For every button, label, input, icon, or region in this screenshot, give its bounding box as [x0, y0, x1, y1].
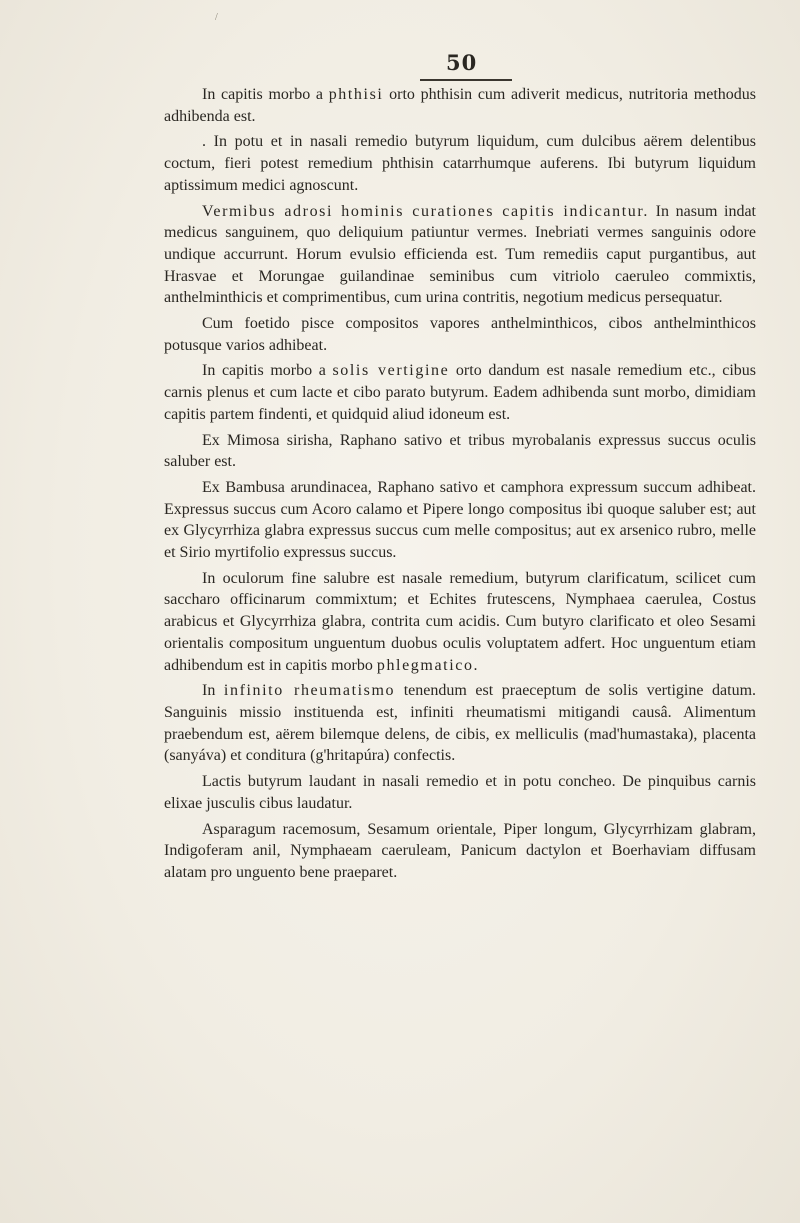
- page-number-rule: [420, 79, 512, 81]
- paragraph: Ex Mimosa sirisha, Raphano sativo et tribus myrobalanis expressus succus oculis saluber est.: [164, 431, 756, 471]
- spaced-emphasis: phthisi: [328, 86, 384, 103]
- paragraph: In capitis morbo a solis vertigine orto dandum est nasale remedium etc., cibus carnis plenus et cum lacte et cibo parato butyrum. Eadem adhibenda sunt morbo, dimidiam capitis partem findenti, et quidquid aliud idoneum est.: [164, 362, 757, 423]
- page-number: 50: [446, 50, 478, 75]
- spaced-emphasis: infinito rheumatismo: [223, 682, 396, 700]
- paragraph: Ex Bambusa arundinacea, Raphano sativo et camphora expressum succum adhibeat. Expressus succus cum Acoro calamo et Pipere longo compositus ibi quoque saluber est; aut ex Glycyrrhiza glabra expressus succus cum melle compositus; aut ex arsenico rubro, melle et Sirio myrtifolio expressus succus.: [164, 478, 756, 562]
- stray-mark: /: [215, 12, 218, 23]
- paragraph: . In potu et in nasali remedio butyrum liquidum, cum dulcibus aërem delentibus coctum, fieri potest remedium phthisin catarrhumque auferens. Ibi butyrum liquidum aptissimum medici agnoscunt.: [164, 133, 756, 194]
- paragraph: In oculorum fine salubre est nasale remedium, butyrum clarificatum, scilicet cum saccharo officinarum commixtum; et Echites frutescens, Nymphaea caerulea, Costus arabicus et Glycyrrhiza glabra, contrita cum acidis. Cum butyro clarificato et oleo Sesami orientalis compositum unguentum duobus oculis voluptatem adfert. Hoc unguentum etiam adhibendum est in capitis morbo phlegmatico.: [164, 569, 756, 674]
- paragraph: In capitis morbo a phthisi orto phthisin cum adiverit medicus, nutritoria methodus adhibenda est.: [164, 86, 757, 125]
- paragraph: Asparagum racemosum, Sesamum orientale, Piper longum, Glycyrrhizam glabram, Indigoferam anil, Nymphaeam caeruleam, Panicum dactylon et Boerhaviam diffusam alatam pro unguento bene praeparet.: [164, 820, 756, 881]
- paragraph: In infinito rheumatismo tenendum est praeceptum de solis vertigine datum. Sanguinis missio instituenda est, infiniti rheumatismi mitigandi causâ. Alimentum praebendum est, aërem bilemque delens, de cibis, ex melliculis (mad'humastaka), placenta (sanyáva) et conditura (g'hritapúra) confectis.: [164, 682, 757, 765]
- spaced-emphasis: solis vertigine: [332, 362, 450, 380]
- paragraph: Cum foetido pisce compositos vapores anthelminthicos, cibos anthelminthicos potusque varios adhibeat.: [164, 315, 756, 354]
- paragraph: Lactis butyrum laudant in nasali remedio et in potu concheo. De pinquibus carnis elixae jusculis cibus laudatur.: [164, 773, 756, 812]
- spaced-emphasis: Vermibus adrosi hominis curationes capitis indicantur.: [202, 202, 650, 220]
- spaced-emphasis: phlegmatico.: [376, 656, 480, 674]
- paragraph: Vermibus adrosi hominis curationes capitis indicantur. In nasum indat medicus sanguinem, quo deliquium patiuntur vermes. Inebriati vermes sanguinis odore undique accurrunt. Horum evulsio efficienda est. Tum remediis caput purgantibus, aut Hrasvae et Morungae guilandinae seminibus cum vitriolo caeruleo commixtis, anthelminthicis et comprimentibus, cum urina contritis, negotium medicus persequatur.: [164, 202, 756, 307]
- body-text: [164, 84, 756, 888]
